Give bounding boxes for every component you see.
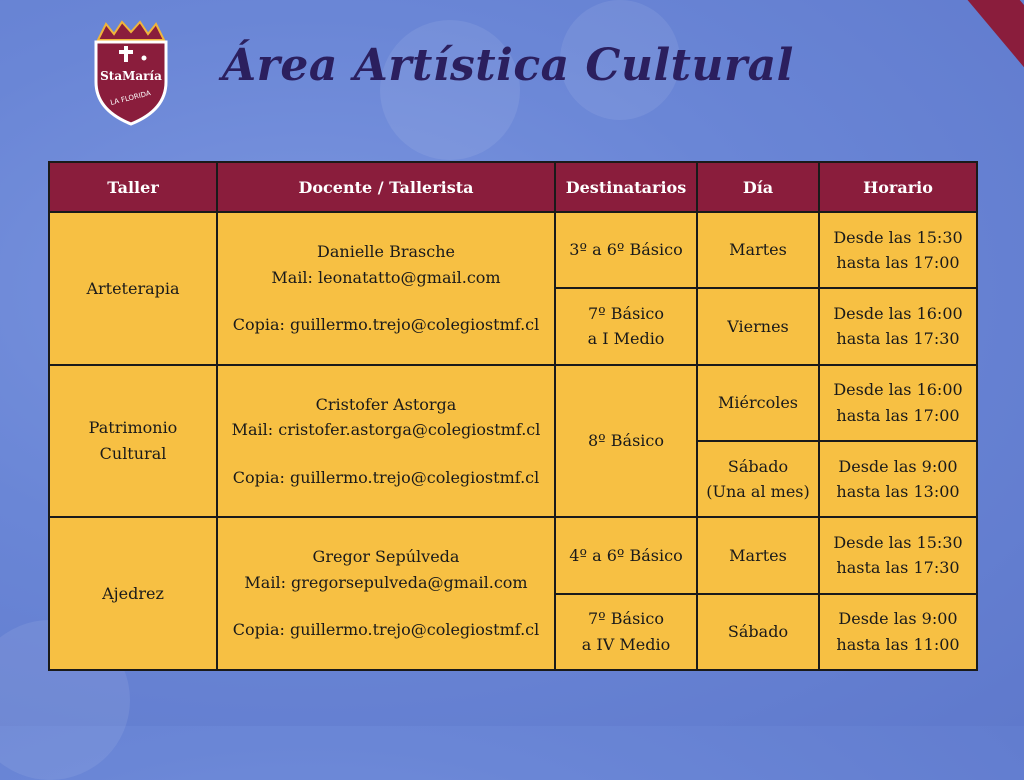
- horario-cell: [819, 365, 977, 441]
- destinatarios-text: a IV Medio: [581, 634, 671, 654]
- horario-end: hasta las 17:30: [836, 329, 960, 349]
- taller-cell: [49, 365, 217, 518]
- destinatarios-text: 4º a 6º Básico: [569, 545, 683, 565]
- destinatarios-cell: [555, 212, 697, 288]
- horario-cell: [819, 517, 977, 593]
- horario-end: hasta las 17:30: [836, 558, 960, 578]
- docente-cell: [217, 212, 555, 365]
- docente-mail: Mail: leonatatto@gmail.com: [271, 267, 501, 287]
- dia-cell: [697, 517, 819, 593]
- table-row: [49, 365, 977, 441]
- dia-cell: [697, 212, 819, 288]
- docente-name: Danielle Brasche: [317, 241, 455, 261]
- destinatarios-cell: 8º Básico: [555, 365, 697, 518]
- horario-cell: [819, 594, 977, 670]
- dia-text: Martes: [729, 545, 787, 565]
- docente-name: Cristofer Astorga: [315, 394, 457, 414]
- destinatarios-cell: [555, 288, 697, 364]
- table-row: [49, 212, 977, 288]
- destinatarios-text: 3º a 6º Básico: [569, 240, 683, 260]
- taller-cell: Arteterapia: [49, 212, 217, 365]
- destinatarios-text: 7º Básico: [587, 609, 664, 629]
- dia-text: Miércoles: [717, 393, 798, 413]
- corner-ribbon: [904, 0, 1024, 160]
- horario-end: hasta las 17:00: [836, 253, 960, 273]
- docente-name: Gregor Sepúlveda: [312, 547, 460, 567]
- horario-start: Desde las 9:00: [838, 609, 958, 629]
- dia-note: (Una al mes): [706, 482, 810, 502]
- horario-cell: [819, 441, 977, 517]
- workshop-schedule-table: [48, 161, 978, 671]
- horario-start: Desde las 15:30: [833, 227, 963, 247]
- horario-start: Desde las 15:30: [833, 532, 963, 552]
- table-header-row: [49, 162, 977, 212]
- header-taller: Taller: [49, 162, 217, 212]
- horario-end: hasta las 13:00: [836, 482, 960, 502]
- destinatarios-text: a I Medio: [587, 329, 665, 349]
- horario-start: Desde las 16:00: [833, 303, 963, 323]
- horario-end: hasta las 17:00: [836, 405, 960, 425]
- dia-cell: [697, 288, 819, 364]
- horario-start: Desde las 16:00: [833, 380, 963, 400]
- header-dia: Día: [697, 162, 819, 212]
- horario-cell: [819, 212, 977, 288]
- taller-cell: Ajedrez: [49, 517, 217, 670]
- header-horario: Horario: [819, 162, 977, 212]
- destinatarios-text: 7º Básico: [587, 303, 664, 323]
- dia-cell: [697, 594, 819, 670]
- school-crest-logo: [92, 18, 170, 126]
- page-title: Área Artística Cultural: [222, 40, 794, 91]
- destinatarios-cell: [555, 594, 697, 670]
- taller-text: Patrimonio: [88, 418, 178, 438]
- dia-text: Martes: [729, 240, 787, 260]
- dia-cell: [697, 365, 819, 441]
- horario-start: Desde las 9:00: [838, 456, 958, 476]
- horario-cell: [819, 288, 977, 364]
- destinatarios-cell: [555, 517, 697, 593]
- docente-cell: [217, 365, 555, 518]
- dia-text: Sábado: [727, 456, 789, 476]
- header-docente: Docente / Tallerista: [217, 162, 555, 212]
- table-row: [49, 517, 977, 593]
- horario-end: hasta las 11:00: [836, 634, 960, 654]
- taller-text: Cultural: [99, 443, 167, 463]
- docente-copia: Copia: guillermo.trejo@colegiostmf.cl: [232, 315, 540, 335]
- logo-name: StaMaría: [100, 69, 162, 83]
- docente-mail: Mail: gregorsepulveda@gmail.com: [244, 572, 528, 592]
- dia-text: Viernes: [727, 316, 789, 336]
- dia-cell: [697, 441, 819, 517]
- docente-copia: Copia: guillermo.trejo@colegiostmf.cl: [232, 620, 540, 640]
- docente-mail: Mail: cristofer.astorga@colegiostmf.cl: [231, 420, 541, 440]
- docente-copia: Copia: guillermo.trejo@colegiostmf.cl: [232, 467, 540, 487]
- dia-text: Sábado: [727, 622, 789, 642]
- header-destinatarios: Destinatarios: [555, 162, 697, 212]
- docente-cell: [217, 517, 555, 670]
- logo-subtitle: LA FLORIDA: [109, 89, 152, 107]
